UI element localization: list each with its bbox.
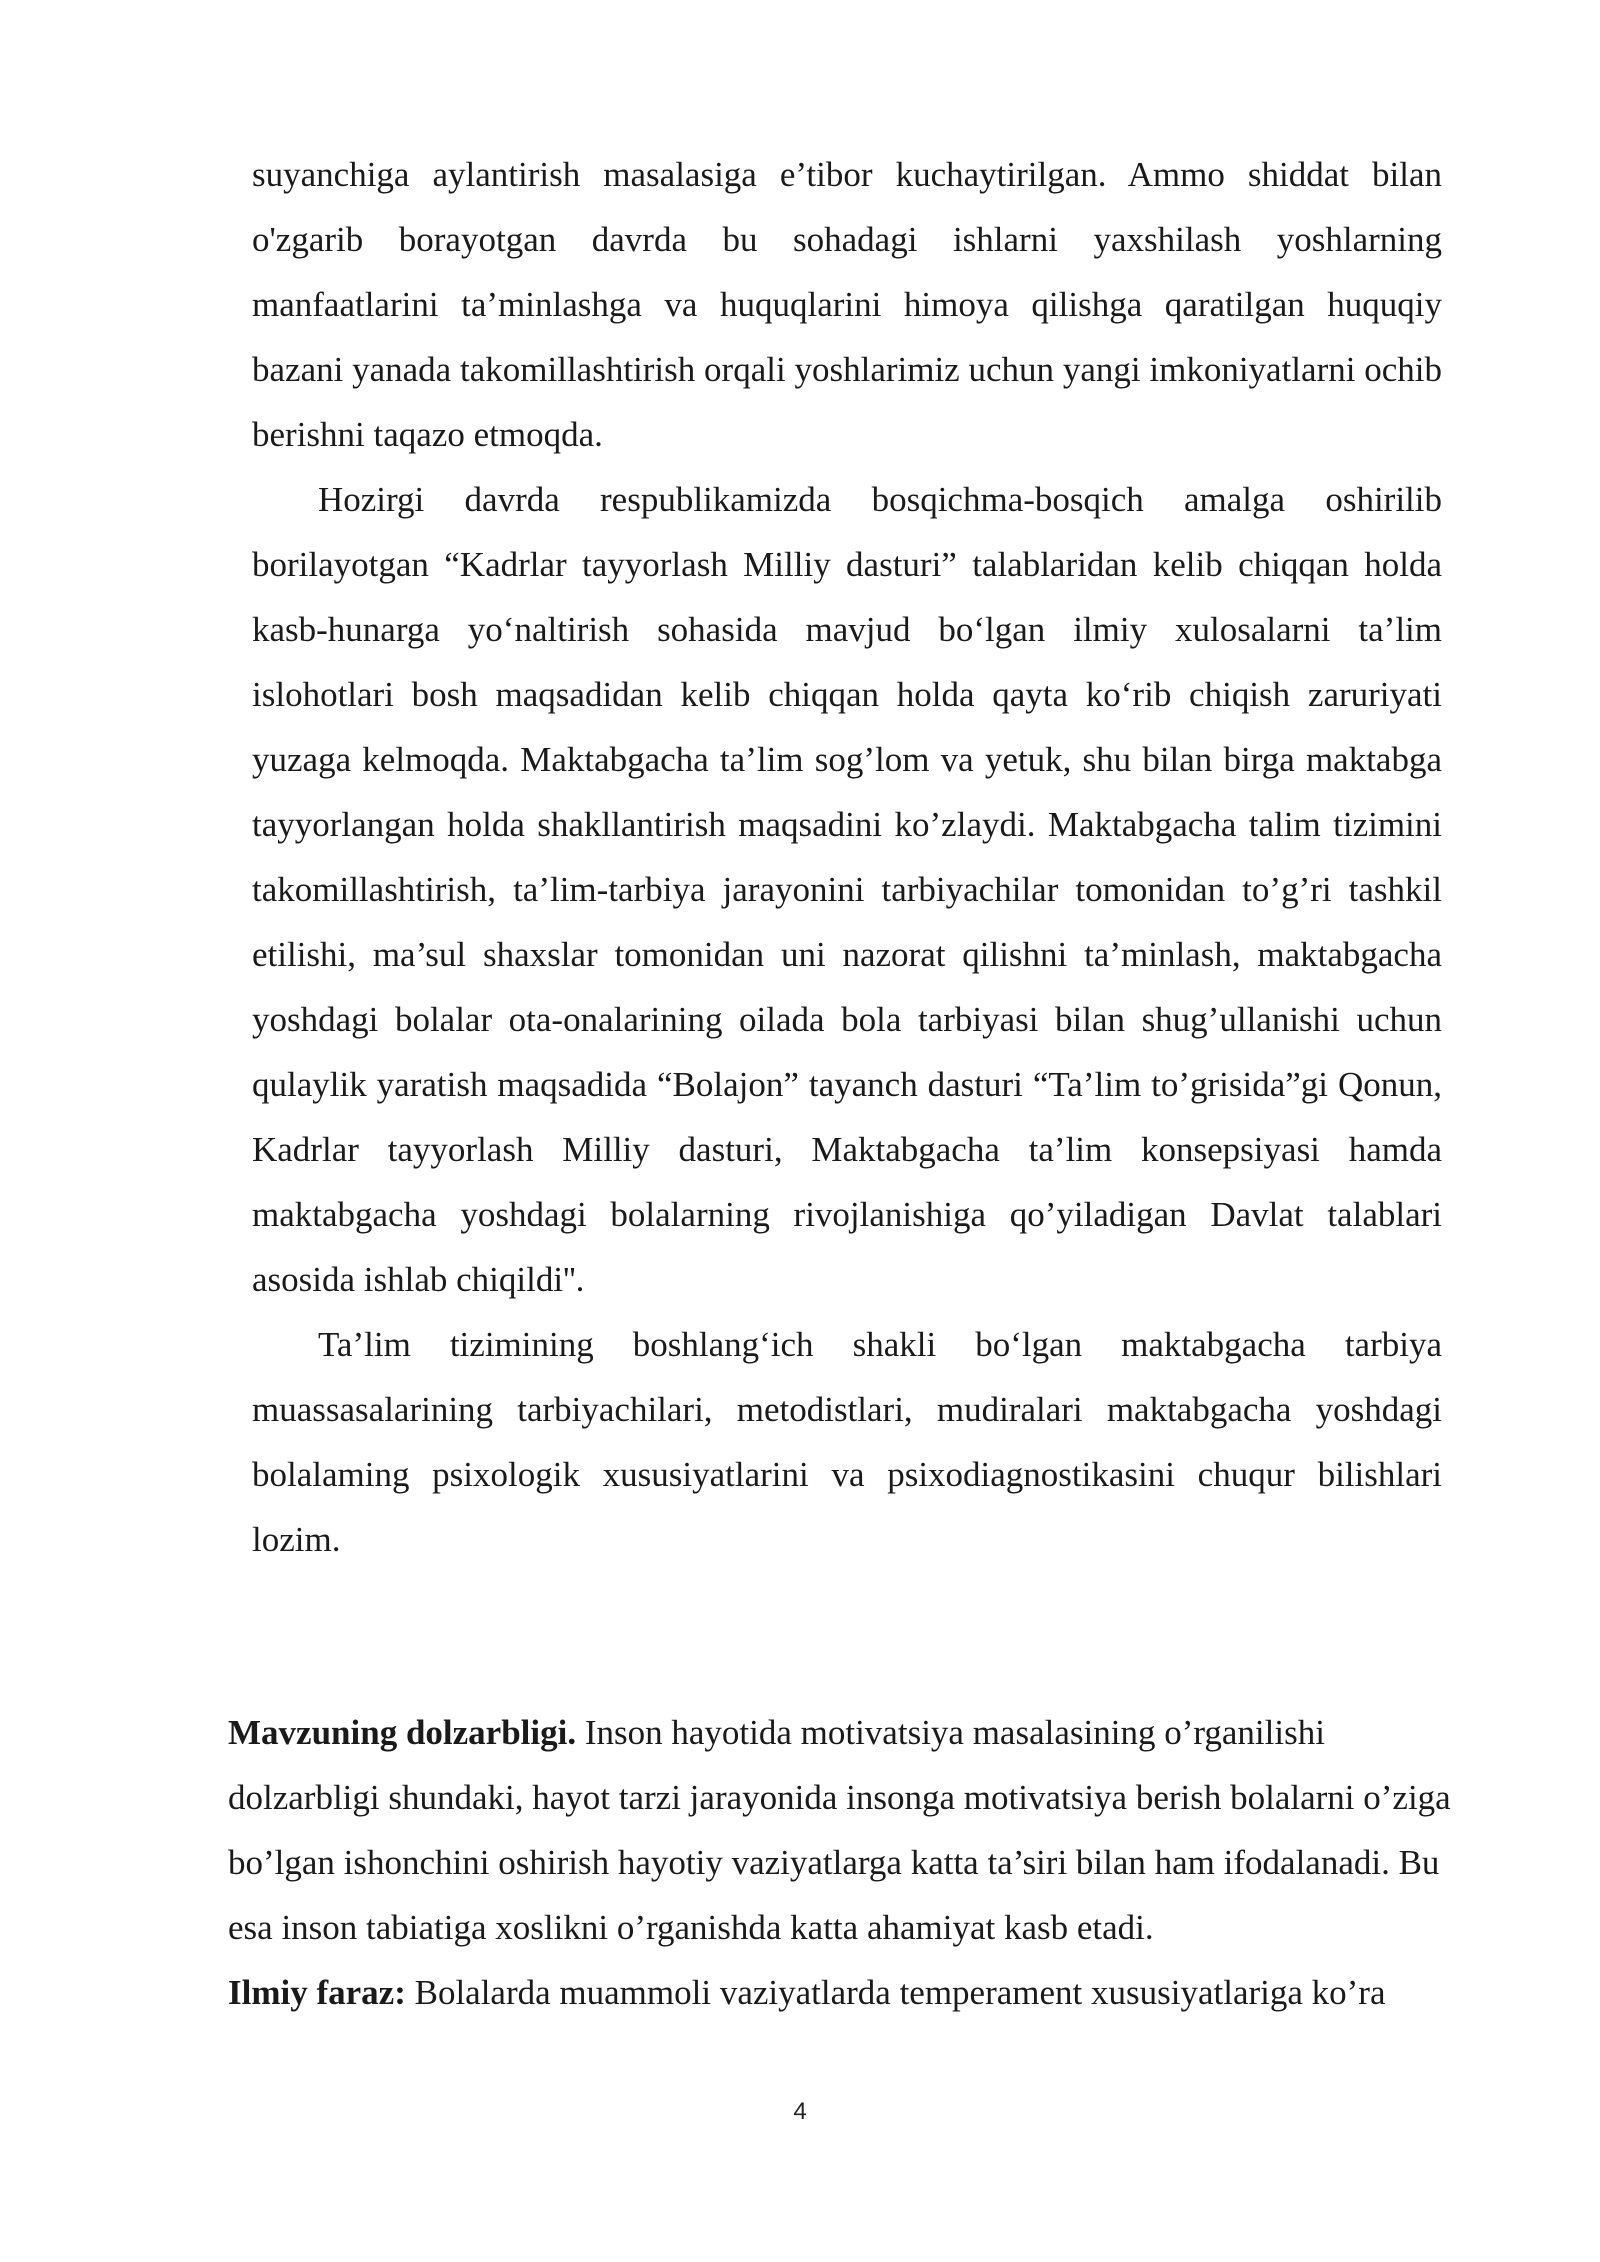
hypothesis-text: Bolalarda muammoli vaziyatlarda temperament xususiyatlariga ko’ra <box>405 1973 1386 2012</box>
relevance-section <box>228 1700 1478 2025</box>
paragraph-3: Ta’lim tizimining boshlang‘ich shakli bo‘lgan maktabgacha tarbiya muassasalarining tarbiyachilari, metodistlari, mudiralari maktabgacha yoshdagi bolalaming psixologik xususiyatlarini va psixodiagnostikasini chuqur bilishlari lozim. <box>252 1325 1442 1559</box>
relevance-text: Inson hayotida motivatsiya masalasining o’rganilishi dolzarbligi shundaki, hayot tarzi jarayonida insonga motivatsiya berish bolalarni o’ziga bo’lgan ishonchini oshirish hayotiy vaziyatlarga katta ta’siri bilan ham ifodalanadi. Bu esa inson tabiatiga xoslikni o’rganishda katta ahamiyat kasb etadi. <box>228 1713 1451 1947</box>
paragraph-1: suyanchiga aylantirish masalasiga e’tibor kuchaytirilgan. Ammo shiddat bilan o'zgarib borayotgan davrda bu sohadagi ishlarni yaxshilash yoshlarning manfaatlarini ta’minlashga va huquqlarini himoya qilishga qaratilgan huquqiy bazani yanada takomillashtirish orqali yoshlarimiz uchun yangi imkoniyatlarni ochib berishni taqazo etmoqda. <box>252 155 1442 454</box>
relevance-heading: Mavzuning dolzarbligi. <box>228 1713 577 1752</box>
paragraph-2: Hozirgi davrda respublikamizda bosqichma-bosqich amalga oshirilib borilayotgan “Kadrlar tayyorlash Milliy dasturi” talablaridan kelib chiqqan holda kasb-hunarga yo‘naltirish sohasida mavjud bo‘lgan ilmiy xulosalarni ta’lim islohotlari bosh maqsadidan kelib chiqqan holda qayta ko‘rib chiqish zaruriyati yuzaga kelmoqda. Maktabgacha ta’lim sog’lom va yetuk, shu bilan birga maktabga tayyorlangan holda shakllantirish maqsadini ko’zlaydi. Maktabgacha talim tizimini takomillashtirish, ta’lim-tarbiya jarayonini tarbiyachilar tomonidan to’g’ri tashkil etilishi, ma’sul shaxslar tomonidan uni nazorat qilishni ta’minlash, maktabgacha yoshdagi bolalar ota-onalarining oilada bola tarbiyasi bilan shug’ullanishi uchun qulaylik yaratish maqsadida “Bolajon” tayanch dasturi “Ta’lim to’grisida”gi Qonun, Kadrlar tayyorlash Milliy dasturi, Maktabgacha ta’lim konsepsiyasi hamda maktabgacha yoshdagi bolalarning rivojlanishiga qo’yiladigan Davlat talablari asosida ishlab chiqildi''. <box>252 480 1442 1299</box>
hypothesis-paragraph <box>228 1960 1478 2025</box>
page-number: 4 <box>793 2098 807 2125</box>
main-text-block <box>252 142 1442 1572</box>
relevance-paragraph <box>228 1700 1478 1960</box>
hypothesis-heading: Ilmiy faraz: <box>228 1973 406 2012</box>
